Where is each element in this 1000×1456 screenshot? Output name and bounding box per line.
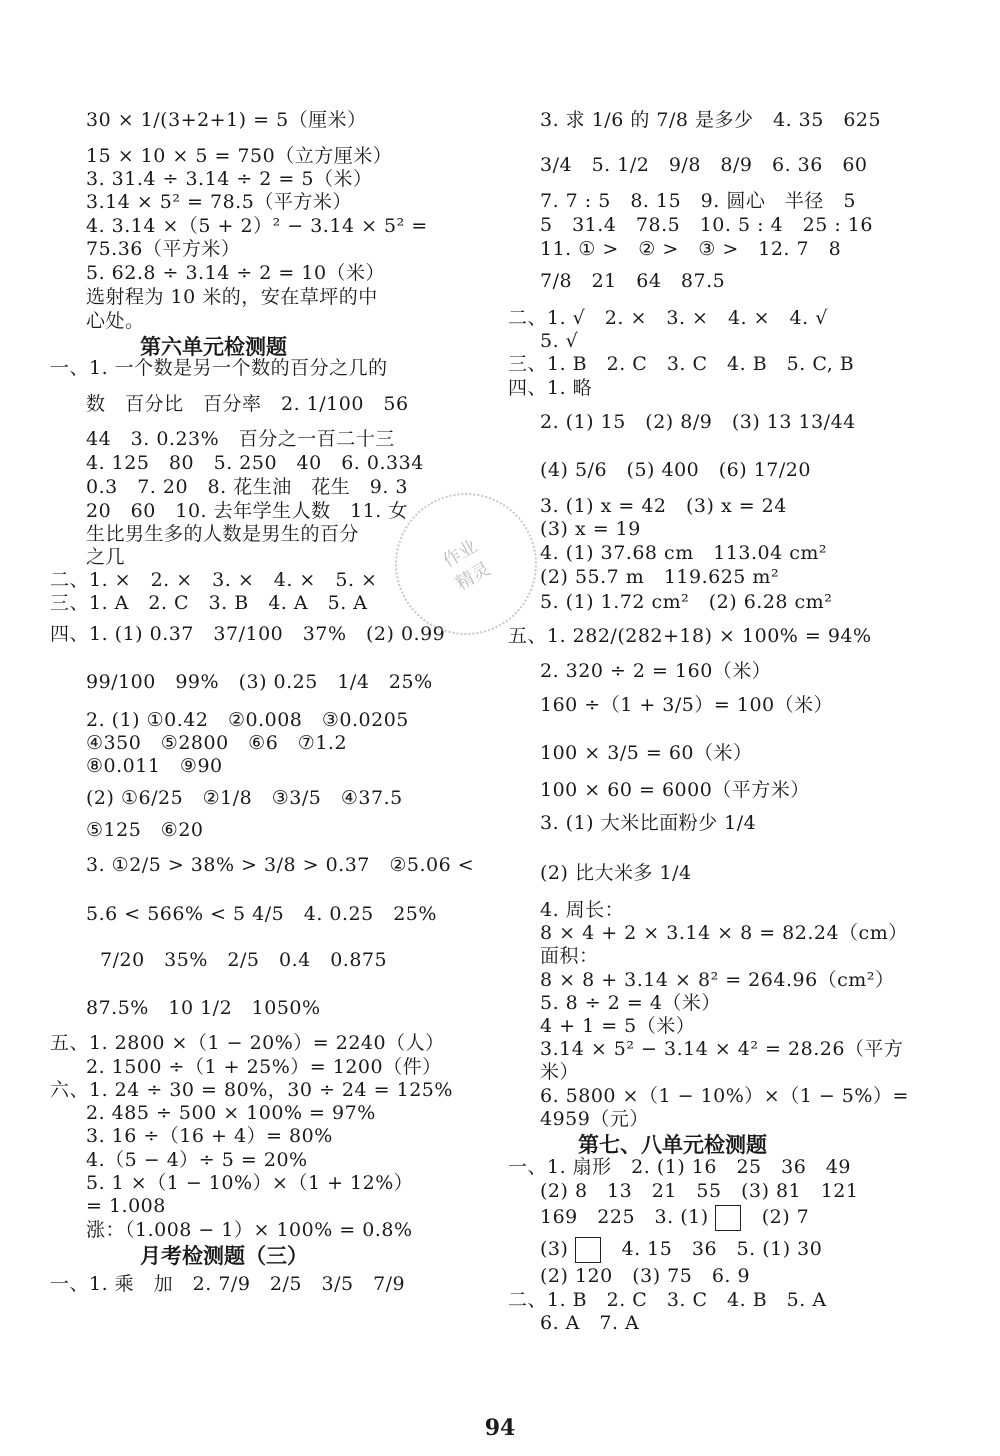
answer-line: (2) 55.7 m 119.625 m²: [540, 566, 780, 588]
section-heading: 月考检测题（三）: [140, 1244, 308, 1268]
answer-line: 4. 125 80 5. 250 40 6. 0.334: [86, 452, 424, 474]
answer-line: 五、1. 2800 ×（1 − 20%）= 2240（人）: [50, 1032, 445, 1054]
answer-line: 四、1. (1) 0.37 37/100 37% (2) 0.99: [50, 623, 446, 645]
answer-line: 5. √: [540, 330, 579, 352]
answer-line: [540, 1237, 822, 1263]
answer-line: 0.3 7. 20 8. 花生油 花生 9. 3: [86, 476, 408, 498]
answer-line: 六、1. 24 ÷ 30 = 80%，30 ÷ 24 = 125%: [50, 1079, 453, 1101]
answer-line: 7. 7 : 5 8. 15 9. 圆心 半径 5: [540, 190, 856, 212]
answer-line: 4.（5 − 4）÷ 5 = 20%: [86, 1149, 308, 1171]
answer-line: 之几: [86, 546, 126, 568]
answer-line: 三、1. A 2. C 3. B 4. A 5. A: [50, 592, 368, 614]
answer-line: 44 3. 0.23% 百分之一百二十三: [86, 428, 395, 450]
answer-line: = 1.008: [86, 1195, 166, 1217]
answer-text: (3): [540, 1238, 569, 1260]
answer-line: ⑤125 ⑥20: [86, 819, 204, 841]
page-number: 94: [484, 1415, 516, 1441]
answer-line: (2) 120 (3) 75 6. 9: [540, 1265, 751, 1287]
answer-line: 99/100 99% (3) 0.25 1/4 25%: [86, 671, 433, 693]
answer-line: (2) ①6/25 ②1/8 ③3/5 ④37.5: [86, 787, 403, 809]
answer-line: 87.5% 10 1/2 1050%: [86, 997, 321, 1019]
answer-line: 生比男生多的人数是男生的百分: [86, 523, 360, 545]
answer-line: 3. (1) 大米比面粉少 1/4: [540, 812, 757, 834]
answer-line: 米）: [540, 1061, 580, 1083]
answer-line: 4959（元）: [540, 1108, 649, 1130]
answer-text: 4. 15 36 5. (1) 30: [621, 1238, 823, 1260]
answer-line: 3. ①2/5 > 38% > 3/8 > 0.37 ②5.06 <: [86, 854, 475, 876]
section-heading: 第七、八单元检测题: [578, 1133, 767, 1157]
answer-line: 6. 5800 ×（1 − 10%）×（1 − 5%）=: [540, 1085, 909, 1107]
answer-line: 100 × 60 = 6000（平方米）: [540, 779, 810, 801]
answer-line: 8 × 8 + 3.14 × 8² = 264.96（cm²）: [540, 969, 895, 991]
answer-line: 2. (1) 15 (2) 8/9 (3) 13 13/44: [540, 411, 856, 433]
square-shape: [575, 1237, 601, 1263]
answer-text: (2) 7: [761, 1206, 810, 1228]
answer-line: 一、1. 一个数是另一个数的百分之几的: [50, 357, 388, 379]
answer-line: 五、1. 282/(282+18) × 100% = 94%: [508, 625, 872, 647]
square-shape: [715, 1205, 741, 1231]
answer-line: 2. 1500 ÷（1 + 25%）= 1200（件）: [86, 1056, 442, 1078]
answer-line: 5. 8 ÷ 2 = 4（米）: [540, 992, 721, 1014]
answer-line: 11. ① > ② > ③ > 12. 7 8: [540, 238, 842, 260]
answer-line: 4. 周长：: [540, 899, 625, 921]
answer-line: 20 60 10. 去年学生人数 11. 女: [86, 500, 408, 522]
answer-line: 心处。: [86, 310, 145, 332]
answer-line: [540, 1205, 809, 1231]
answer-line: 5. 1 ×（1 − 10%）×（1 + 12%）: [86, 1172, 414, 1194]
answer-line: 4. 3.14 ×（5 + 2）² − 3.14 × 5² =: [86, 215, 428, 237]
answer-line: 7/8 21 64 87.5: [540, 270, 726, 292]
watermark-text: 作业: [439, 535, 482, 573]
answer-line: (2) 比大米多 1/4: [540, 862, 692, 884]
answer-line: 3.14 × 5² − 3.14 × 4² = 28.26（平方: [540, 1038, 904, 1060]
answer-line: 160 ÷（1 + 3/5）= 100（米）: [540, 694, 834, 716]
section-heading: 第六单元检测题: [140, 335, 287, 359]
answer-line: 3. (1) x = 42 (3) x = 24: [540, 495, 787, 517]
watermark-text: 精灵: [452, 558, 495, 595]
answer-line: 7/20 35% 2/5 0.4 0.875: [100, 949, 388, 971]
answer-line: 涨：（1.008 − 1）× 100% = 0.8%: [86, 1219, 413, 1241]
answer-line: 75.36（平方米）: [86, 238, 241, 260]
answer-line: 二、1. × 2. × 3. × 4. × 5. ×: [50, 569, 378, 591]
answer-line: 2. 320 ÷ 2 = 160（米）: [540, 660, 772, 682]
answer-line: 一、1. 乘 加 2. 7/9 2/5 3/5 7/9: [50, 1273, 406, 1295]
answer-line: 3. 求 1/6 的 7/8 是多少 4. 35 625: [540, 109, 882, 131]
answer-line: 数 百分比 百分率 2. 1/100 56: [86, 393, 409, 415]
answer-line: 100 × 3/5 = 60（米）: [540, 742, 753, 764]
answer-line: 2. 485 ÷ 500 × 100% = 97%: [86, 1102, 376, 1124]
answer-line: 四、1. 略: [508, 377, 593, 399]
answer-text: 169 225 3. (1): [540, 1206, 709, 1228]
answer-line: 3.14 × 5² = 78.5（平方米）: [86, 191, 352, 213]
answer-line: ④350 ⑤2800 ⑥6 ⑦1.2: [86, 732, 348, 754]
answer-line: 三、1. B 2. C 3. C 4. B 5. C, B: [508, 353, 855, 375]
answer-line: (4) 5/6 (5) 400 (6) 17/20: [540, 459, 811, 481]
answer-line: 5. 62.8 ÷ 3.14 ÷ 2 = 10（米）: [86, 262, 386, 284]
answer-line: (2) 8 13 21 55 (3) 81 121: [540, 1180, 859, 1202]
answer-line: 5.6 < 566% < 5 4/5 4. 0.25 25%: [86, 903, 437, 925]
answer-line: ⑧0.011 ⑨90: [86, 755, 223, 777]
answer-line: 一、1. 扇形 2. (1) 16 25 36 49: [508, 1156, 851, 1178]
answer-line: 30 × 1/(3+2+1) = 5（厘米）: [86, 109, 367, 131]
answer-line: 6. A 7. A: [540, 1312, 640, 1334]
answer-line: 15 × 10 × 5 = 750（立方厘米）: [86, 145, 393, 167]
answer-line: 2. (1) ①0.42 ②0.008 ③0.0205: [86, 709, 409, 731]
answer-line: 3/4 5. 1/2 9/8 8/9 6. 36 60: [540, 154, 868, 176]
answer-line: (3) x = 19: [540, 518, 641, 540]
answer-line: 二、1. √ 2. × 3. × 4. × 4. √: [508, 307, 828, 329]
answer-line: 5. (1) 1.72 cm² (2) 6.28 cm²: [540, 591, 833, 613]
answer-line: 选射程为 10 米的，安在草坪的中: [86, 286, 378, 308]
answer-line: 3. 31.4 ÷ 3.14 ÷ 2 = 5（米）: [86, 168, 373, 190]
answer-line: 4 + 1 = 5（米）: [540, 1015, 696, 1037]
answer-line: 面积：: [540, 945, 599, 967]
answer-line: 3. 16 ÷（16 + 4）= 80%: [86, 1125, 333, 1147]
answer-line: 8 × 4 + 2 × 3.14 × 8 = 82.24（cm）: [540, 922, 908, 944]
answer-line: 4. (1) 37.68 cm 113.04 cm²: [540, 542, 828, 564]
answer-line: 二、1. B 2. C 3. C 4. B 5. A: [508, 1289, 827, 1311]
answer-line: 5 31.4 78.5 10. 5 : 4 25 : 16: [540, 214, 873, 236]
